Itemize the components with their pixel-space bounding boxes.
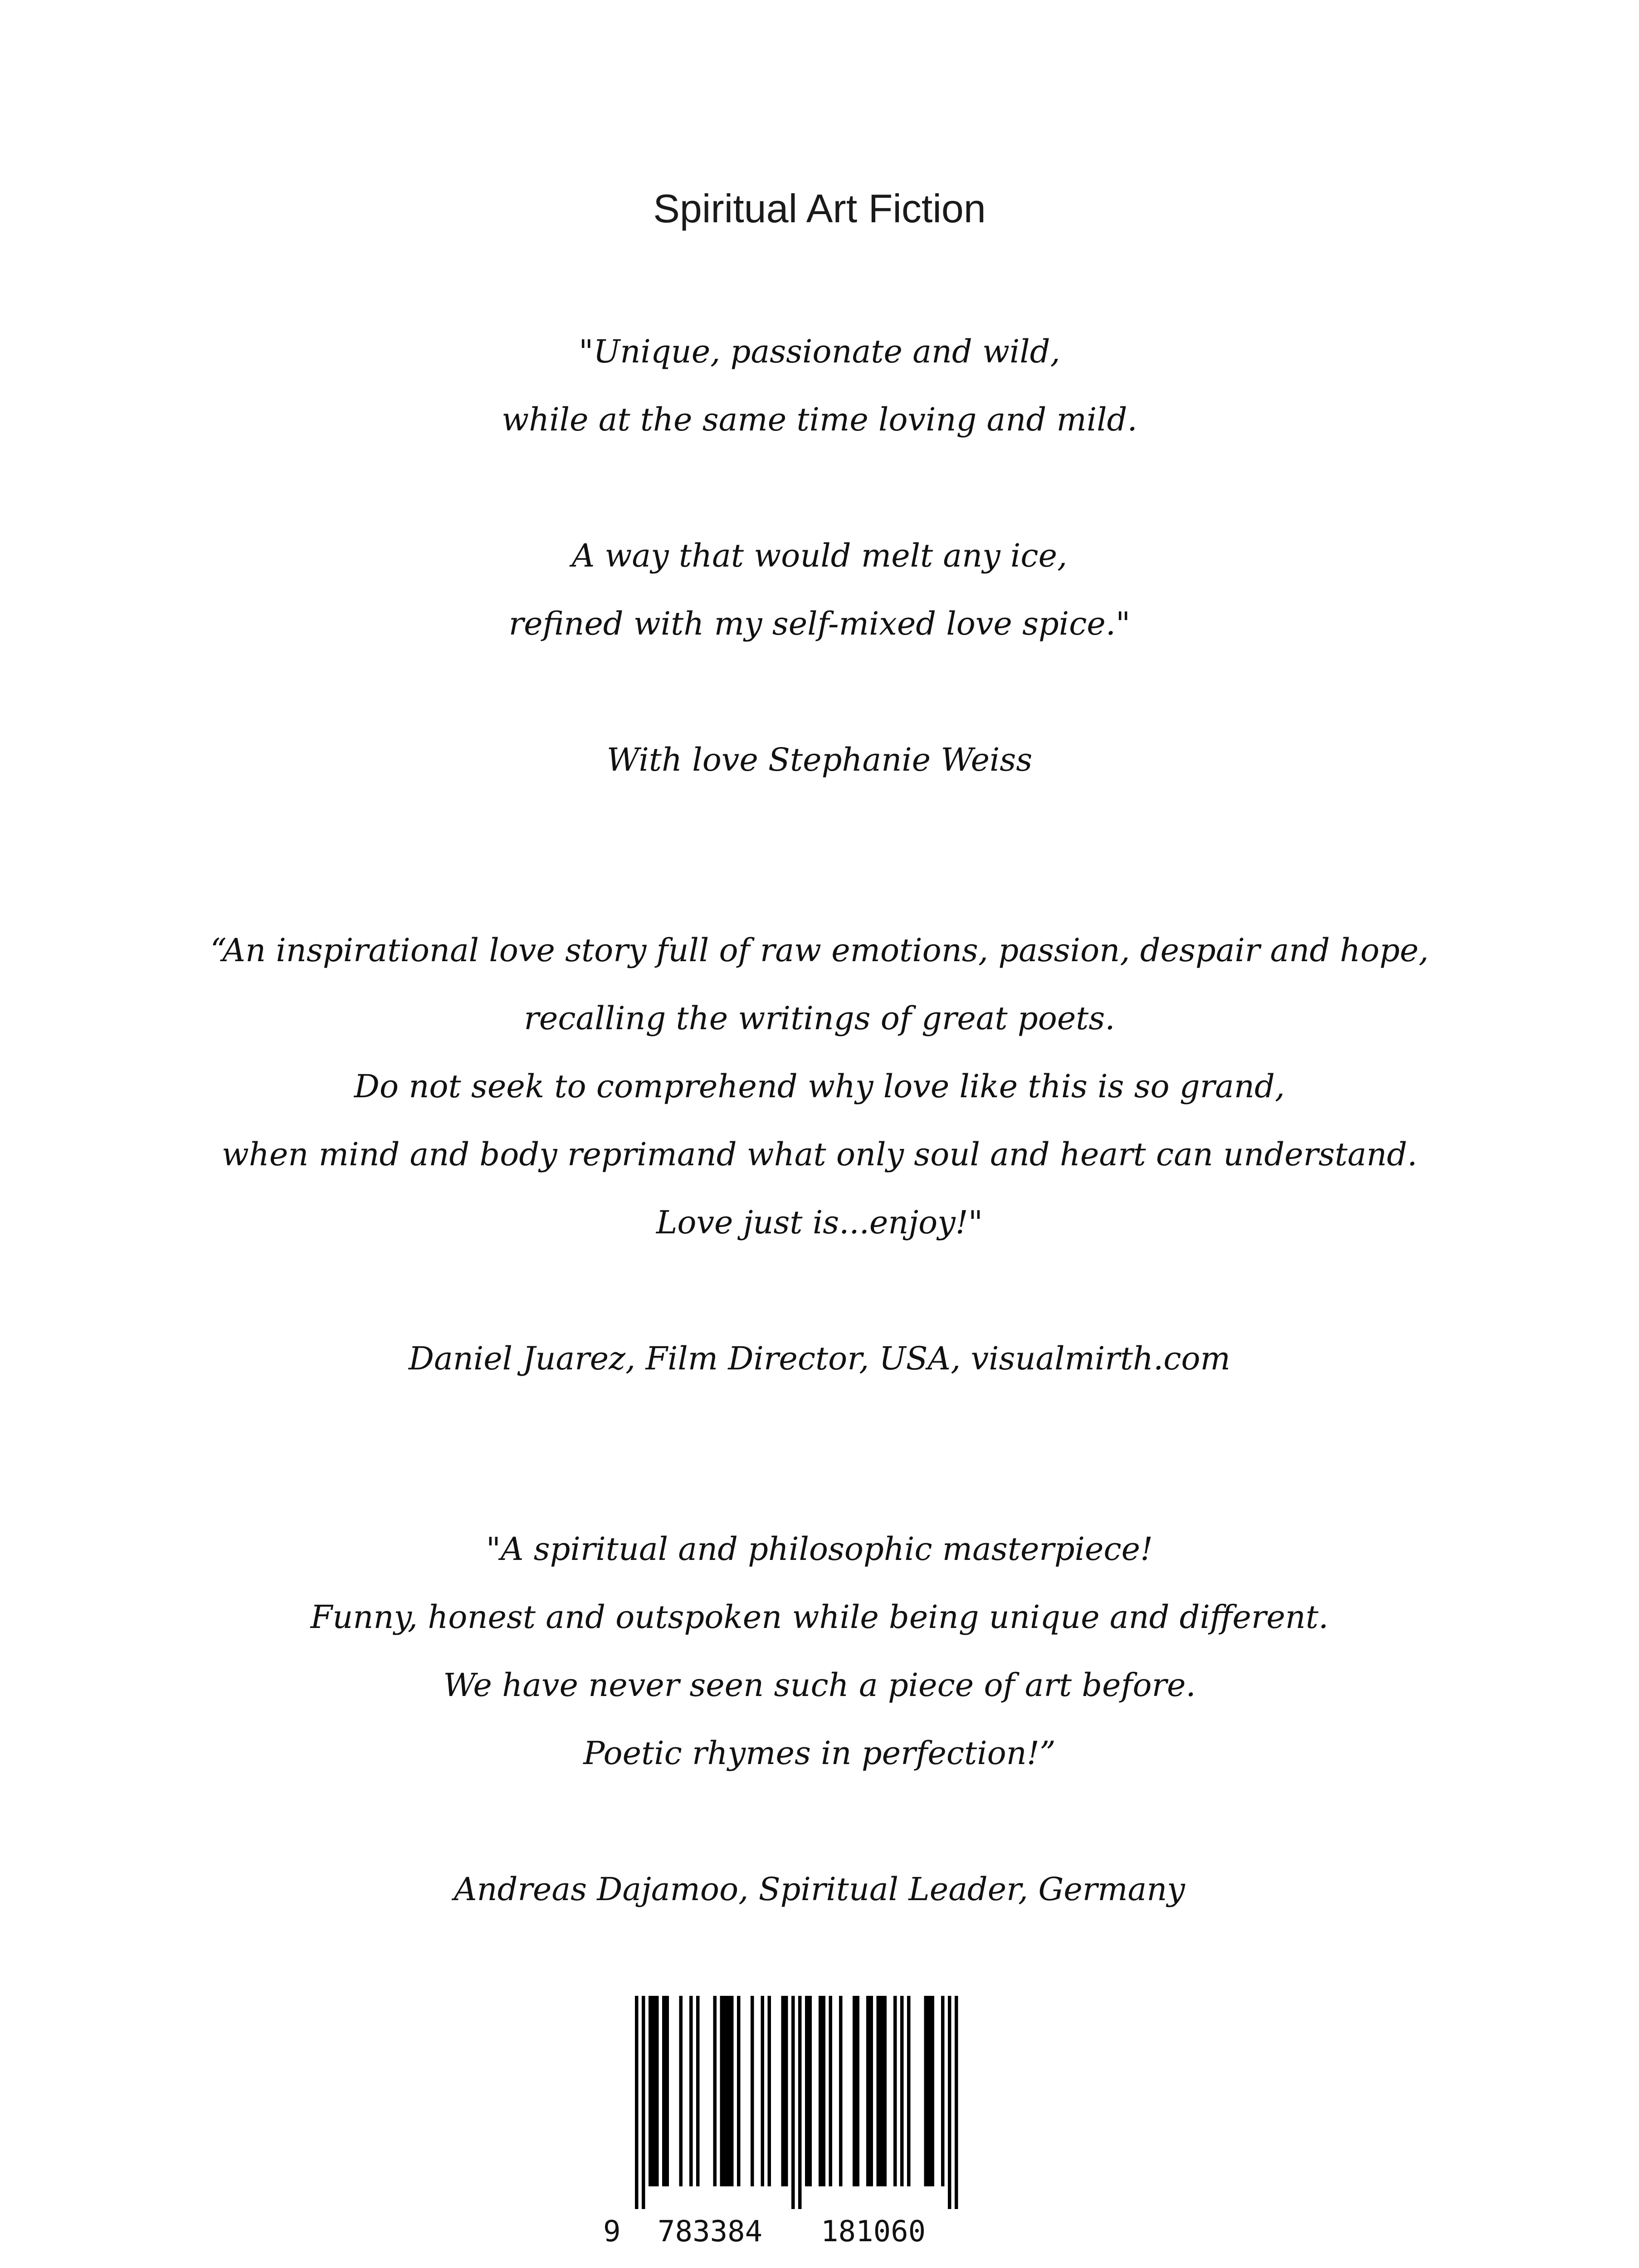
barcode-bar <box>829 1996 833 2186</box>
barcode-bar <box>924 1996 928 2186</box>
barcode-right-digits: 181060 <box>821 2215 926 2248</box>
barcode-bar <box>941 1996 945 2186</box>
quote-attribution: With love Stephanie Weiss <box>606 741 1033 778</box>
quote-daniel-juarez <box>0 916 1639 1393</box>
barcode-bar <box>781 1996 785 2186</box>
barcode-bar <box>662 1996 666 2186</box>
barcode-bar <box>805 1996 809 2186</box>
barcode-bar <box>723 1996 727 2186</box>
barcode-bar <box>696 1996 700 2186</box>
quote-line: “An inspirational love story full of raw emotions, passion, despair and hope, <box>210 932 1429 969</box>
barcode-bar <box>927 1996 931 2186</box>
barcode-guard-bar <box>955 1996 958 2209</box>
barcode-guard-bar <box>791 1996 795 2209</box>
barcode-bar <box>907 1996 911 2186</box>
barcode-bar <box>652 1996 656 2186</box>
barcode-bar <box>893 1996 897 2186</box>
barcode-bar <box>880 1996 883 2186</box>
barcode-bar <box>822 1996 826 2186</box>
barcode-bar <box>839 1996 843 2186</box>
barcode-prefix-digit: 9 <box>603 2215 621 2248</box>
quote-line: recalling the writings of great poets. <box>524 1000 1115 1037</box>
barcode-bar <box>856 1996 860 2186</box>
barcode-bar <box>666 1996 669 2186</box>
barcode-bar <box>883 1996 887 2186</box>
barcode-bar <box>819 1996 822 2186</box>
isbn-barcode <box>603 1996 975 2250</box>
barcode-guard-bar <box>642 1996 645 2209</box>
quote-attribution: Daniel Juarez, Film Director, USA, visualmirth.com <box>408 1340 1231 1377</box>
barcode-bar <box>761 1996 765 2186</box>
barcode-bar <box>689 1996 693 2186</box>
barcode-bar <box>870 1996 873 2186</box>
quote-line: Do not seek to comprehend why love like this is so grand, <box>354 1068 1285 1105</box>
quote-line: Funny, honest and outspoken while being unique and different. <box>310 1598 1329 1636</box>
quote-line <box>0 454 1639 522</box>
barcode-bar <box>809 1996 812 2186</box>
barcode-bar <box>853 1996 856 2186</box>
quote-line: refined with my self-mixed love spice." <box>508 605 1131 642</box>
quote-line <box>0 658 1639 726</box>
barcode-bar <box>768 1996 771 2186</box>
barcode-left-digits: 783384 <box>658 2215 763 2248</box>
barcode-bar <box>720 1996 724 2186</box>
barcode-bar <box>866 1996 870 2186</box>
barcode-bar <box>655 1996 659 2186</box>
page-title: Spiritual Art Fiction <box>653 186 986 231</box>
quote-line: A way that would melt any ice, <box>571 537 1068 574</box>
barcode-bar <box>785 1996 788 2186</box>
barcode-guard-bar <box>798 1996 802 2209</box>
barcode-guard-bar <box>635 1996 639 2209</box>
barcode-bar <box>931 1996 935 2186</box>
quote-line: while at the same time loving and mild. <box>502 401 1137 438</box>
quote-stephanie-weiss <box>0 318 1639 794</box>
barcode-bar <box>730 1996 734 2186</box>
barcode-bar <box>877 1996 880 2186</box>
barcode-bar <box>713 1996 717 2186</box>
quote-line: when mind and body reprimand what only soul and heart can understand. <box>221 1136 1418 1173</box>
barcode-guard-bar <box>948 1996 951 2209</box>
barcode-bar <box>679 1996 683 2186</box>
quote-line: "A spiritual and philosophic masterpiece! <box>486 1530 1153 1568</box>
quote-line: "Unique, passionate and wild, <box>579 333 1060 370</box>
quote-line <box>0 1256 1639 1325</box>
barcode-bar <box>751 1996 754 2186</box>
quote-line: We have never seen such a piece of art before. <box>443 1667 1196 1704</box>
quote-line: Poetic rhymes in perfection!” <box>583 1735 1056 1772</box>
quote-andreas-dajamoo <box>0 1515 1639 1923</box>
quote-line: Love just is...enjoy!" <box>656 1204 983 1241</box>
quote-attribution: Andreas Dajamoo, Spiritual Leader, Germany <box>454 1871 1185 1908</box>
barcode-bar <box>727 1996 731 2186</box>
barcode-bar <box>737 1996 741 2186</box>
quote-line <box>0 1787 1639 1855</box>
barcode-bars <box>603 1996 975 2214</box>
barcode-bar <box>900 1996 904 2186</box>
barcode-bar <box>649 1996 652 2186</box>
